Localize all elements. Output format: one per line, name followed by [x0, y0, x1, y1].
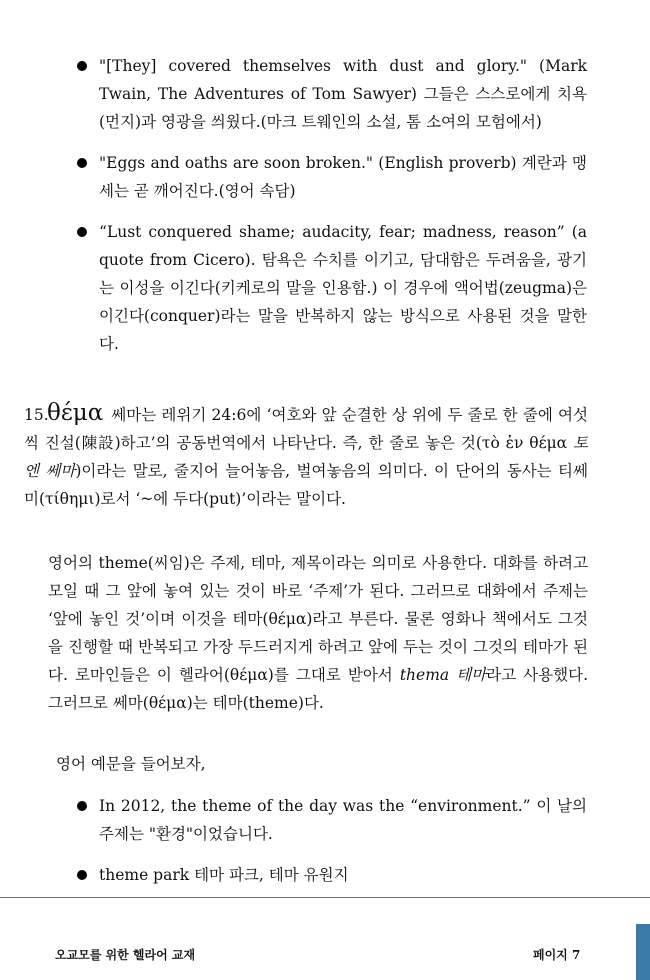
bullet-list-bottom	[99, 792, 587, 902]
examples-intro: 영어 예문을 들어보자,	[56, 755, 206, 773]
vocab-entry	[24, 399, 588, 513]
bullet-list-top	[99, 52, 587, 371]
entry-text-cont: )이라는 말로, 줄지어 늘어놓음, 벌여놓음의 의미다. 이 단어의 동사는 티쎄미(τίθημι)로서 ‘~에 두다(put)’이라는 말이다.	[24, 462, 588, 508]
entry-number: 15.	[24, 406, 49, 424]
paragraph-text-cont: 라고 사용했다. 그러므로 쎄마(θέμα)는 테마(theme)다.	[48, 666, 588, 712]
paragraph-text: 영어의 theme(씨임)은 주제, 테마, 제목이라는 의미로 사용한다. 대화를 하려고 모일 때 그 앞에 놓여 있는 것이 바로 ‘주제’가 된다. 그러므로 대화에서 주제는 ‘앞에 놓인 것’이며 이것을 테마(θέμα)라고 부른다. 물론 영화나 책에서도 그것을 진행할 때 반복되고 가장 두드러지게 하려고 앞에 두는 것이 그것의 테마가 된다. 로마인들은 이 헬라어(θέμα)를 그대로 받아서	[48, 554, 588, 684]
footer-divider	[0, 897, 650, 898]
bullet-icon	[77, 801, 87, 811]
paragraph-italic: thema 테마	[399, 666, 487, 684]
entry-text: 쎄마는 레위기 24:6에 ‘여호와 앞 순결한 상 위에 두 줄로 한 줄에 여섯씩 진설(陳設)하고’의 공동번역에서 나타난다. 즉, 한 줄로 놓은 것(τὸ ἐν θέμα	[24, 406, 588, 452]
page-edge-tab	[636, 924, 650, 980]
page-number: 페이지 7	[533, 948, 581, 962]
entry-transliteration: 토 엔 쎄마	[24, 434, 588, 480]
bullet-icon	[77, 227, 87, 237]
list-item	[99, 861, 587, 889]
list-item-text: "Eggs and oaths are soon broken." (English proverb) 계란과 맹세는 곧 깨어진다.(영어 속담)	[99, 154, 587, 200]
bullet-icon	[77, 870, 87, 880]
body-paragraph	[48, 549, 588, 717]
entry-greek-word: θέμα	[47, 400, 104, 426]
list-item-text: "[They] covered themselves with dust and glory." (Mark Twain, The Adventures of Tom Sawyer) 그들은 스스로에게 치욕(먼지)과 영광을 씌웠다.(마크 트웨인의 소설, 톰 소여의 모험에서)	[99, 57, 587, 131]
list-item	[99, 792, 587, 848]
bullet-icon	[77, 61, 87, 71]
list-item	[99, 52, 587, 136]
entry-body	[24, 399, 588, 513]
footer-title: 오교모를 위한 헬라어 교재	[55, 948, 196, 962]
list-item	[99, 149, 587, 205]
bullet-icon	[77, 158, 87, 168]
list-item-text: In 2012, the theme of the day was the “environment.” 이 날의 주제는 "환경"이었습니다.	[99, 797, 587, 843]
list-item	[99, 218, 587, 358]
list-item-text: “Lust conquered shame; audacity, fear; madness, reason” (a quote from Cicero). 탐욕은 수치를 이기고, 담대함은 두려움을, 광기는 이성을 이긴다(키케로의 말을 인용함.) 이 경우에 액어법(zeugma)은 이긴다(conquer)라는 말을 반복하지 않는 방식으로 사용된 것을 말한다.	[99, 223, 587, 353]
list-item-text: theme park 테마 파크, 테마 유원지	[99, 866, 349, 884]
